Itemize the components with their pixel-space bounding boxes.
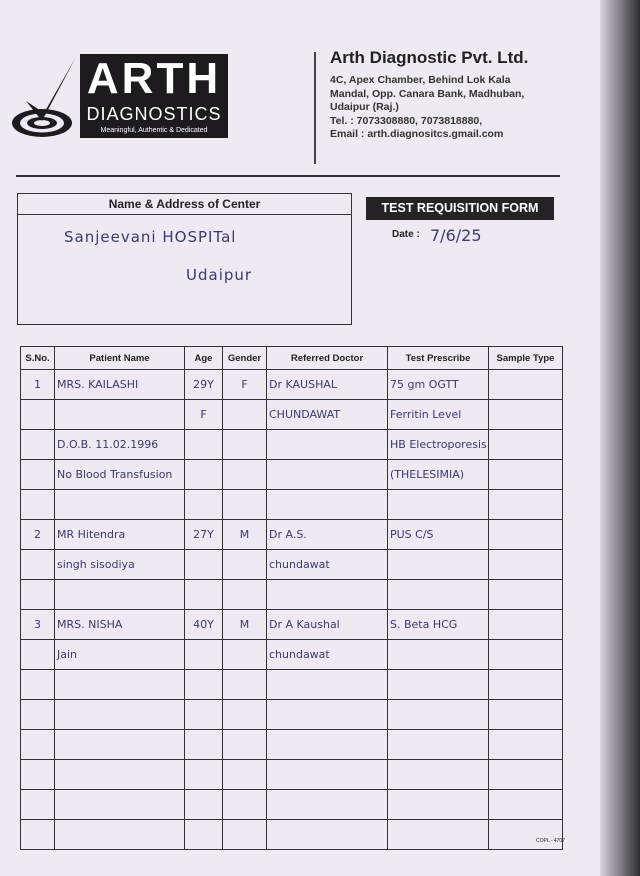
test-cell — [388, 640, 489, 670]
test-cell — [388, 490, 489, 520]
age-cell — [185, 430, 223, 460]
age-cell — [185, 580, 223, 610]
gender-cell — [223, 760, 267, 790]
table-row — [21, 640, 563, 670]
center-address-box — [17, 193, 352, 325]
logo-tagline: Meaningful, Authentic & Dedicated — [100, 127, 208, 134]
table-row — [21, 820, 563, 850]
column-header: Test Prescribe — [388, 347, 489, 370]
gender-cell: M — [223, 610, 267, 640]
table-row — [21, 790, 563, 820]
age-cell — [185, 670, 223, 700]
gender-cell — [223, 430, 267, 460]
sample-type-cell — [489, 490, 563, 520]
patient-name-cell — [55, 700, 185, 730]
patient-name-cell — [55, 790, 185, 820]
form-code: COPL - 4707 — [536, 838, 565, 844]
gender-cell — [223, 490, 267, 520]
sno-cell — [21, 700, 55, 730]
age-cell: F — [185, 400, 223, 430]
email-line: Email : arth.diagnositcs.gmail.com — [330, 128, 504, 140]
doctor-cell — [267, 700, 388, 730]
sample-type-cell — [489, 520, 563, 550]
doctor-cell — [267, 730, 388, 760]
sno-cell — [21, 430, 55, 460]
test-cell: PUS C/S — [388, 520, 489, 550]
gender-cell — [223, 820, 267, 850]
logo-subtitle: DIAGNOSTICS — [86, 104, 222, 124]
test-cell — [388, 550, 489, 580]
patient-name-cell: singh sisodiya — [55, 550, 185, 580]
sample-type-cell — [489, 730, 563, 760]
test-cell — [388, 670, 489, 700]
age-cell — [185, 550, 223, 580]
test-cell: (THELESIMIA) — [388, 460, 489, 490]
table-row — [21, 370, 563, 400]
column-header: S.No. — [21, 347, 55, 370]
test-cell — [388, 580, 489, 610]
sample-type-cell — [489, 700, 563, 730]
test-cell: HB Electroporesis — [388, 430, 489, 460]
form-title: TEST REQUISITION FORM — [366, 197, 554, 220]
sno-cell — [21, 460, 55, 490]
doctor-cell — [267, 670, 388, 700]
sno-cell — [21, 820, 55, 850]
gender-cell — [223, 640, 267, 670]
age-cell — [185, 730, 223, 760]
sample-type-cell — [489, 550, 563, 580]
center-box-title: Name & Address of Center — [18, 194, 351, 215]
sample-type-cell — [489, 430, 563, 460]
patient-name-cell — [55, 490, 185, 520]
table-row — [21, 670, 563, 700]
sample-type-cell — [489, 670, 563, 700]
gender-cell — [223, 400, 267, 430]
doctor-cell: Dr KAUSHAL — [267, 370, 388, 400]
sno-cell — [21, 730, 55, 760]
sample-type-cell — [489, 460, 563, 490]
company-address — [330, 74, 590, 142]
test-cell: S. Beta HCG — [388, 610, 489, 640]
logo-word: ARTH — [86, 54, 222, 103]
scan-background-edge — [600, 0, 640, 876]
requisition-table — [20, 346, 563, 850]
gender-cell — [223, 700, 267, 730]
date-value: 7/6/25 — [430, 226, 482, 245]
test-cell — [388, 760, 489, 790]
patient-name-cell — [55, 820, 185, 850]
age-cell — [185, 760, 223, 790]
gender-cell: M — [223, 520, 267, 550]
column-header: Referred Doctor — [267, 347, 388, 370]
table-row — [21, 580, 563, 610]
patient-name-cell — [55, 400, 185, 430]
table-row — [21, 730, 563, 760]
doctor-cell: Dr A Kaushal — [267, 610, 388, 640]
table-row — [21, 700, 563, 730]
age-cell — [185, 790, 223, 820]
gender-cell — [223, 730, 267, 760]
doctor-cell: CHUNDAWAT — [267, 400, 388, 430]
column-header: Patient Name — [55, 347, 185, 370]
sno-cell — [21, 790, 55, 820]
doctor-cell — [267, 760, 388, 790]
test-cell: Ferritin Level — [388, 400, 489, 430]
doctor-cell — [267, 820, 388, 850]
table-row — [21, 520, 563, 550]
header-divider — [314, 52, 316, 164]
brand-logo — [80, 54, 228, 138]
patient-name-cell: D.O.B. 11.02.1996 — [55, 430, 185, 460]
patient-name-cell: No Blood Transfusion — [55, 460, 185, 490]
doctor-cell: chundawat — [267, 640, 388, 670]
test-cell — [388, 790, 489, 820]
age-cell — [185, 460, 223, 490]
table-row — [21, 430, 563, 460]
target-check-logo-icon — [12, 55, 82, 141]
address-line: Udaipur (Raj.) — [330, 101, 399, 113]
patient-name-cell — [55, 730, 185, 760]
sample-type-cell — [489, 790, 563, 820]
column-header: Sample Type — [489, 347, 563, 370]
doctor-cell — [267, 580, 388, 610]
sample-type-cell — [489, 400, 563, 430]
table-row — [21, 400, 563, 430]
sample-type-cell — [489, 820, 563, 850]
table-row — [21, 760, 563, 790]
sample-type-cell — [489, 580, 563, 610]
age-cell: 29Y — [185, 370, 223, 400]
sno-cell — [21, 490, 55, 520]
center-name: Sanjeevani HOSPITal — [64, 228, 237, 246]
patient-name-cell — [55, 670, 185, 700]
age-cell: 27Y — [185, 520, 223, 550]
sample-type-cell — [489, 370, 563, 400]
patient-name-cell: MR Hitendra — [55, 520, 185, 550]
phone-line: Tel. : 7073308880, 7073818880, — [330, 114, 483, 127]
sno-cell — [21, 580, 55, 610]
sno-cell — [21, 760, 55, 790]
center-city: Udaipur — [186, 266, 253, 284]
doctor-cell — [267, 430, 388, 460]
age-cell — [185, 700, 223, 730]
age-cell — [185, 640, 223, 670]
sno-cell — [21, 640, 55, 670]
patient-name-cell: MRS. KAILASHI — [55, 370, 185, 400]
table-row — [21, 460, 563, 490]
age-cell — [185, 490, 223, 520]
sample-type-cell — [489, 610, 563, 640]
doctor-cell — [267, 490, 388, 520]
test-cell — [388, 700, 489, 730]
header-rule — [16, 175, 560, 177]
sno-cell — [21, 550, 55, 580]
gender-cell — [223, 550, 267, 580]
patient-name-cell — [55, 580, 185, 610]
column-header: Age — [185, 347, 223, 370]
table-row — [21, 610, 563, 640]
test-cell — [388, 730, 489, 760]
gender-cell — [223, 460, 267, 490]
table-header-row — [21, 347, 563, 370]
gender-cell: F — [223, 370, 267, 400]
table-row — [21, 550, 563, 580]
date-label: Date : — [392, 229, 420, 240]
sno-cell: 2 — [21, 520, 55, 550]
patient-name-cell: Jain — [55, 640, 185, 670]
company-name: Arth Diagnostic Pvt. Ltd. — [330, 48, 529, 67]
gender-cell — [223, 790, 267, 820]
test-cell — [388, 820, 489, 850]
test-cell: 75 gm OGTT — [388, 370, 489, 400]
doctor-cell: Dr A.S. — [267, 520, 388, 550]
sno-cell — [21, 400, 55, 430]
column-header: Gender — [223, 347, 267, 370]
sample-type-cell — [489, 760, 563, 790]
sno-cell — [21, 670, 55, 700]
sample-type-cell — [489, 640, 563, 670]
sno-cell: 1 — [21, 370, 55, 400]
gender-cell — [223, 580, 267, 610]
patient-name-cell: MRS. NISHA — [55, 610, 185, 640]
doctor-cell — [267, 790, 388, 820]
table-body — [21, 370, 563, 850]
address-line: Mandal, Opp. Canara Bank, Madhuban, — [330, 87, 525, 100]
gender-cell — [223, 670, 267, 700]
doctor-cell — [267, 460, 388, 490]
patient-name-cell — [55, 760, 185, 790]
doctor-cell: chundawat — [267, 550, 388, 580]
age-cell: 40Y — [185, 610, 223, 640]
address-line: 4C, Apex Chamber, Behind Lok Kala — [330, 74, 511, 86]
table-row — [21, 490, 563, 520]
sno-cell: 3 — [21, 610, 55, 640]
age-cell — [185, 820, 223, 850]
